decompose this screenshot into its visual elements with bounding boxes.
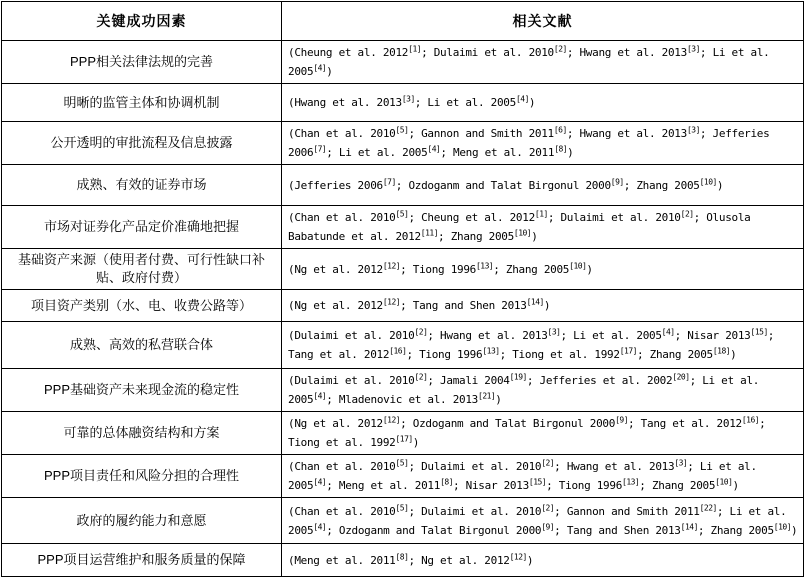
reference-superscript: [11] — [420, 228, 439, 238]
table-row — [2, 412, 804, 455]
reference-superscript: [10] — [569, 260, 587, 270]
reference-superscript: [6] — [553, 125, 567, 135]
header-literature: 相关文献 — [282, 2, 804, 41]
table-row — [2, 122, 804, 165]
reference-superscript: [12] — [382, 260, 401, 270]
reference-superscript: [5] — [395, 209, 409, 219]
reference-superscript: [7] — [382, 176, 396, 186]
factor-cell: PPP项目运营维护和服务质量的保障 — [2, 544, 282, 577]
table-row — [2, 206, 804, 249]
reference-superscript: [4] — [313, 521, 327, 531]
reference-superscript: [13] — [622, 477, 640, 487]
reference-superscript: [20] — [672, 372, 690, 382]
reference-superscript: [8] — [395, 551, 409, 561]
reference-superscript: [16] — [741, 415, 760, 425]
reference-superscript: [5] — [395, 458, 409, 468]
reference-superscript: [12] — [382, 415, 401, 425]
reference-superscript: [14] — [526, 297, 544, 307]
table-row — [2, 498, 804, 544]
table-row — [2, 41, 804, 84]
reference-superscript: [9] — [610, 176, 624, 186]
table-body — [2, 41, 804, 577]
reference-superscript: [8] — [554, 144, 568, 154]
reference-superscript: [2] — [414, 372, 428, 382]
reference-superscript: [2] — [553, 44, 567, 54]
citations-cell: (Chan et al. 2010[5]; Gannon and Smith 2011[6]; Hwang et al. 2013[3]; Jefferies 2006[7]; Li et al. 2005[4]; Meng et al. 2011[8]) — [282, 122, 804, 165]
table-row — [2, 165, 804, 206]
reference-superscript: [16] — [389, 346, 407, 356]
citations-cell: (Ng et al. 2012[12]; Tiong 1996[13]; Zhang 2005[10]) — [282, 249, 804, 290]
reference-superscript: [2] — [414, 327, 428, 337]
citations-cell: (Dulaimi et al. 2010[2]; Jamali 2004[19]; Jefferies et al. 2002[20]; Li et al. 2005[4]; Mladenovic et al. 2013[21]) — [282, 369, 804, 412]
table-row — [2, 84, 804, 122]
citations-cell: (Cheung et al. 2012[1]; Dulaimi et al. 2010[2]; Hwang et al. 2013[3]; Li et al. 2005[4]) — [282, 41, 804, 84]
table-row — [2, 322, 804, 369]
reference-superscript: [3] — [686, 125, 700, 135]
reference-superscript: [21] — [478, 391, 496, 401]
reference-superscript: [4] — [313, 477, 327, 487]
reference-superscript: [12] — [382, 297, 401, 307]
citations-cell: (Dulaimi et al. 2010[2]; Hwang et al. 2013[3]; Li et al. 2005[4]; Nisar 2013[15]; Tang et al. 2012[16]; Tiong 1996[13]; Tiong et al. 1992[17]; Zhang 2005[18]) — [282, 322, 804, 369]
reference-superscript: [13] — [475, 260, 494, 270]
reference-superscript: [18] — [712, 346, 731, 356]
table-row — [2, 290, 804, 322]
header-factor: 关键成功因素 — [2, 2, 282, 41]
factor-cell: 项目资产类别（水、电、收费公路等） — [2, 290, 282, 322]
factor-cell: 政府的履约能力和意愿 — [2, 498, 282, 544]
factor-cell: 成熟、有效的证券市场 — [2, 165, 282, 206]
reference-superscript: [7] — [313, 144, 327, 154]
reference-superscript: [8] — [440, 477, 454, 487]
factor-cell: 明晰的监管主体和协调机制 — [2, 84, 282, 122]
reference-superscript: [14] — [680, 521, 698, 531]
factor-cell: PPP相关法律法规的完善 — [2, 41, 282, 84]
table-row — [2, 249, 804, 290]
reference-superscript: [4] — [427, 144, 441, 154]
factor-cell: 基础资产来源（使用者付费、可行性缺口补贴、政府付费） — [2, 249, 282, 290]
reference-superscript: [4] — [313, 391, 327, 401]
reference-superscript: [2] — [541, 502, 555, 512]
citations-cell: (Chan et al. 2010[5]; Dulaimi et al. 2010[2]; Gannon and Smith 2011[22]; Li et al. 2005[4]; Ozdoganm and Talat Birgonul 2000[9]; Tang and Shen 2013[14]; Zhang 2005[10]) — [282, 498, 804, 544]
table-row — [2, 369, 804, 412]
reference-superscript: [4] — [661, 327, 675, 337]
reference-superscript: [5] — [395, 125, 409, 135]
reference-superscript: [4] — [313, 63, 327, 73]
reference-superscript: [9] — [615, 415, 629, 425]
reference-superscript: [10] — [699, 176, 717, 186]
table-row — [2, 455, 804, 498]
reference-superscript: [3] — [401, 94, 415, 104]
citations-cell: (Chan et al. 2010[5]; Dulaimi et al. 2010[2]; Hwang et al. 2013[3]; Li et al. 2005[4]; Meng et al. 2011[8]; Nisar 2013[15]; Tiong 1996[13]; Zhang 2005[10]) — [282, 455, 804, 498]
reference-superscript: [3] — [686, 44, 700, 54]
reference-superscript: [10] — [773, 521, 792, 531]
csf-literature-table — [1, 1, 804, 577]
reference-superscript: [17] — [395, 434, 413, 444]
reference-superscript: [1] — [408, 44, 422, 54]
reference-superscript: [15] — [750, 327, 768, 337]
citations-cell: (Ng et al. 2012[12]; Tang and Shen 2013[14]) — [282, 290, 804, 322]
reference-superscript: [19] — [509, 372, 527, 382]
reference-superscript: [13] — [482, 346, 500, 356]
reference-superscript: [3] — [547, 327, 561, 337]
reference-superscript: [9] — [541, 521, 555, 531]
factor-cell: PPP项目责任和风险分担的合理性 — [2, 455, 282, 498]
table-row — [2, 544, 804, 577]
reference-superscript: [2] — [541, 458, 555, 468]
reference-superscript: [4] — [515, 94, 529, 104]
reference-superscript: [5] — [395, 502, 409, 512]
factor-cell: 可靠的总体融资结构和方案 — [2, 412, 282, 455]
factor-cell: 市场对证券化产品定价准确地把握 — [2, 206, 282, 249]
reference-superscript: [1] — [534, 209, 548, 219]
citations-cell: (Meng et al. 2011[8]; Ng et al. 2012[12]) — [282, 544, 804, 577]
citations-cell: (Ng et al. 2012[12]; Ozdoganm and Talat Birgonul 2000[9]; Tang et al. 2012[16]; Tiong et al. 1992[17]) — [282, 412, 804, 455]
reference-superscript: [10] — [513, 228, 532, 238]
reference-superscript: [10] — [715, 477, 733, 487]
reference-superscript: [3] — [674, 458, 688, 468]
reference-superscript: [17] — [619, 346, 637, 356]
reference-superscript: [12] — [509, 551, 527, 561]
reference-superscript: [22] — [699, 502, 717, 512]
factor-cell: PPP基础资产未来现金流的稳定性 — [2, 369, 282, 412]
reference-superscript: [15] — [528, 477, 547, 487]
citations-cell: (Jefferies 2006[7]; Ozdoganm and Talat Birgonul 2000[9]; Zhang 2005[10]) — [282, 165, 804, 206]
header-row — [2, 2, 804, 41]
factor-cell: 公开透明的审批流程及信息披露 — [2, 122, 282, 165]
reference-superscript: [2] — [680, 209, 694, 219]
citations-cell: (Hwang et al. 2013[3]; Li et al. 2005[4]) — [282, 84, 804, 122]
factor-cell: 成熟、高效的私营联合体 — [2, 322, 282, 369]
citations-cell: (Chan et al. 2010[5]; Cheung et al. 2012[1]; Dulaimi et al. 2010[2]; Olusola Babatunde et al. 2012[11]; Zhang 2005[10]) — [282, 206, 804, 249]
